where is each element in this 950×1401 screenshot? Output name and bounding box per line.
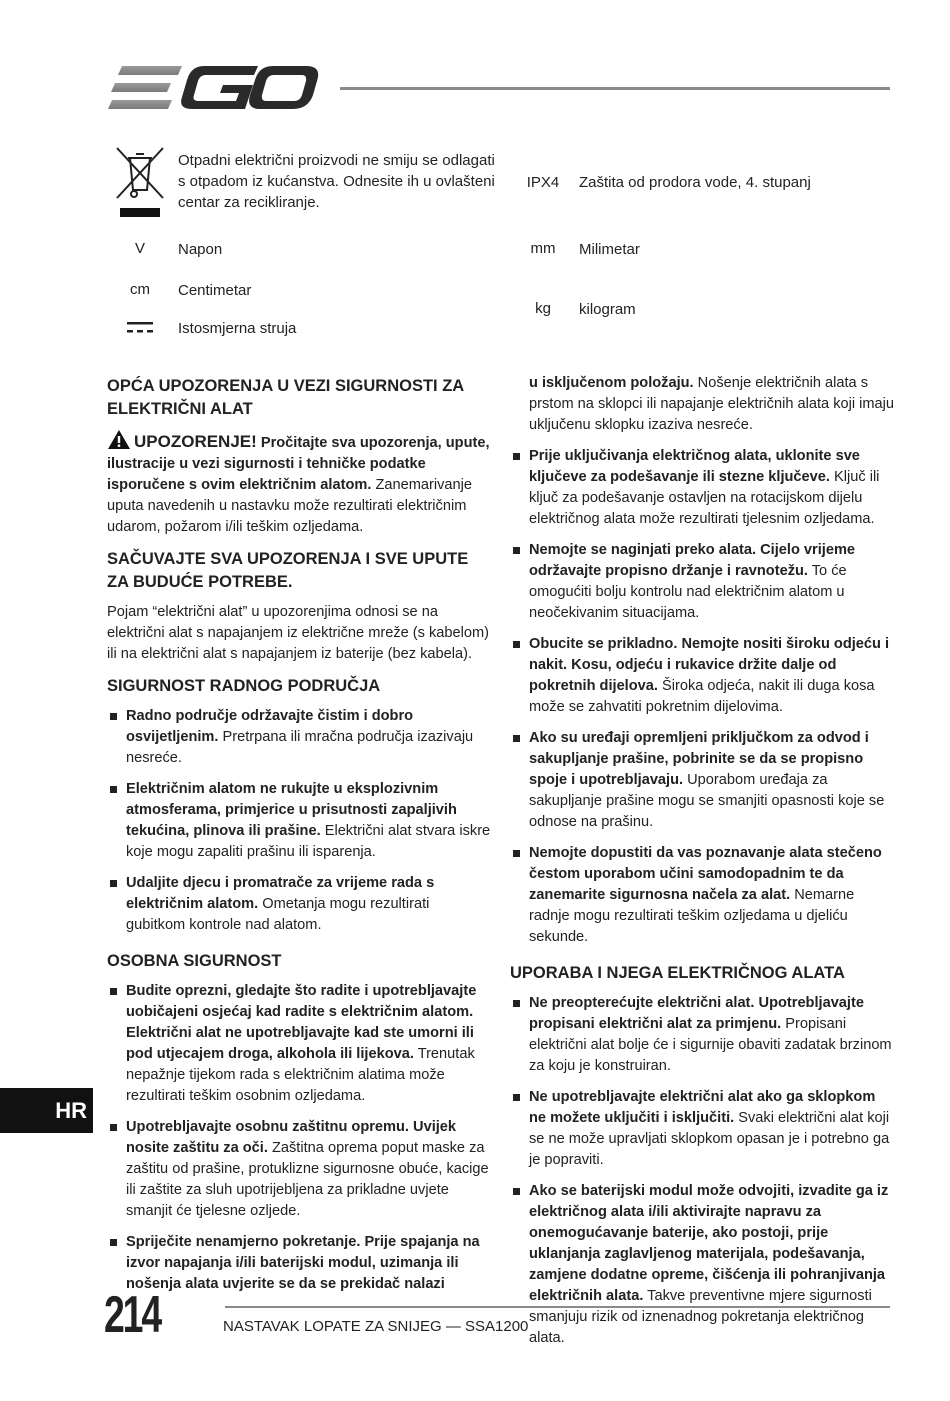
symbol-kg: kg — [535, 300, 551, 317]
symbol-dc-text: Istosmjerna struja — [178, 320, 297, 337]
heading-tool-use-care: UPORABA I NJEGA ELEKTRIČNOG ALATA — [510, 964, 845, 982]
continued-item — [510, 373, 895, 436]
item-bold: Ne upotrebljavajte električni alat ako ga sklopkom ne možete uključiti i isključiti. — [529, 1089, 876, 1126]
item-bold: Udaljite djecu i promatrače za vrijeme rada s električnim alatom. — [126, 875, 435, 912]
item-text: Propisani električni alat bolje će i sigurnije obaviti zadatak brzinom za koju je konstruiran. — [529, 1016, 892, 1074]
warning-bold-text: Pročitajte sva upozorenja, upute, ilustracije u vezi sigurnosti i tehničke podatke isporučene s ovim električnim alatom. — [107, 435, 490, 493]
right-column — [510, 373, 895, 1359]
item-text: Svaki električni alat koji se ne može upravljati sklopkom opasan je i potrebno ga je popraviti. — [529, 1110, 890, 1168]
heading-save-instructions: SAČUVAJTE SVA UPOZORENJA I SVE UPUTE ZA BUDUĆE POTREBE. — [107, 550, 469, 591]
personal-safety-list — [107, 981, 492, 1295]
item-bold: Ako su uređaji opremljeni priključkom za odvod i sakupljanje prašine, pobrinite se da se propisno spoje i upotrebljavaju. — [529, 730, 869, 788]
symbol-cm: cm — [130, 281, 150, 298]
item-text: Nošenje električnih alata s prstom na sklopci ili napajanje električnih alata koji imaju uključenu sklopku izaziva nesreće. — [529, 375, 895, 433]
item-text: To će omogućiti bolju kontrolu nad električnim alatom u neočekivanim situacijama. — [529, 563, 847, 621]
item-text: Široka odjeća, nakit ili duga kosa može se zahvatiti pokretnim dijelovima. — [529, 678, 875, 715]
left-column — [107, 375, 492, 1305]
list-item — [107, 779, 492, 863]
symbol-v-text: Napon — [178, 241, 223, 258]
personal-safety-list-continued — [510, 446, 895, 948]
list-item — [510, 993, 895, 1077]
item-text: Trenutak nepažnje tijekom rada s električnim alatima može rezultirati teškim osobnim ozljedama. — [126, 1046, 475, 1104]
symbol-ipx4-text: Zaštita od prodora vode, 4. stupanj — [579, 174, 811, 191]
footer-rule — [225, 1306, 890, 1308]
symbol-mm: mm — [530, 240, 556, 257]
list-item — [510, 540, 895, 624]
symbol-ipx4: IPX4 — [526, 174, 560, 191]
item-bold: Električnim alatom ne rukujte u eksplozivnim atmosferama, primjerice u prisutnosti zapaljivih tekućina, plinova ili prašine. — [126, 781, 457, 839]
item-bold: u isključenom položaju. — [529, 375, 694, 391]
list-item — [107, 981, 492, 1107]
heading-personal-safety: OSOBNA SIGURNOST — [107, 952, 282, 970]
item-bold: Ne preopterećujte električni alat. Upotrebljavajte propisani električni alat za primjenu. — [529, 995, 864, 1032]
ego-logo — [108, 64, 320, 112]
symbol-mm-text: Milimetar — [579, 241, 640, 258]
list-item — [107, 706, 492, 769]
item-bold: Nemojte se naginjati preko alata. Cijelo vrijeme održavajte propisno držanje i ravnotežu. — [529, 542, 856, 579]
weee-bin-icon — [114, 144, 166, 220]
item-text: Zaštitna oprema poput maske za zaštitu od prašine, protuklizne sigurnosne obuće, kacige ili zaštite za sluh upotrijebljena za prikladne uvjete smanjit će tjelesne ozljede. — [126, 1140, 489, 1219]
item-text: Nemarne radnje mogu rezultirati teškim ozljedama u djeliću sekunde. — [529, 887, 855, 945]
warning-paragraph — [107, 429, 492, 538]
item-bold: Upotrebljavajte osobnu zaštitnu opremu. Uvijek nosite zaštitu za oči. — [126, 1119, 457, 1156]
item-text: Pretrpana ili mračna područja izazivaju nesreće. — [126, 729, 474, 766]
symbol-cm-text: Centimetar — [178, 282, 252, 299]
item-bold: Obucite se prikladno. Nemojte nositi široku odjeću i nakit. Kosu, odjeću i rukavice držite dalje od pokretnih dijelova. — [529, 636, 890, 694]
list-item — [510, 843, 895, 948]
item-bold: Ako se baterijski modul može odvojiti, izvadite ga iz električnog alata i/ili aktivirajte napravu za onemogućavanje baterije, ako postoji, prije uklanjanja zaglavljenog materijala, podešavanja, zamjene dodatne opreme, čišćenja ili pohranjivanja električnih alata. — [529, 1183, 889, 1304]
warning-label: UPOZORENJE! — [134, 432, 257, 451]
list-item — [510, 446, 895, 530]
heading-general-warnings: OPĆA UPOZORENJA U VEZI SIGURNOSTI ZA ELEKTRIČNI ALAT — [107, 377, 464, 418]
item-text: Ključ ili ključ za podešavanje ostavljen na rotacijskom dijelu električnog alata može rezultirati tjelesnim ozljedama. — [529, 469, 880, 527]
item-text: Uporabom uređaja za sakupljanje prašine mogu se smanjiti opasnosti koje se odnose na prašinu. — [529, 772, 885, 830]
list-item — [510, 1087, 895, 1171]
item-text: Ometanja mogu rezultirati gubitkom kontrole nad alatom. — [126, 896, 430, 933]
direct-current-icon — [127, 321, 153, 335]
list-item — [107, 1232, 492, 1295]
item-text: Električni alat stvara iskre koje mogu zapaliti prašinu ili isparenja. — [126, 823, 491, 860]
item-bold: Radno područje održavajte čistim i dobro osvijetljenim. — [126, 708, 414, 745]
header-rule — [340, 87, 890, 90]
page-number: 214 — [104, 1286, 160, 1344]
footer-title: NASTAVAK LOPATE ZA SNIJEG — SSA1200 — [223, 1318, 529, 1335]
work-area-list — [107, 706, 492, 936]
warning-triangle-icon — [107, 429, 131, 450]
warning-text: Zanemarivanje uputa navedenih u nastavku može rezultirati električnim udarom, požarom i/ili teškim ozljedama. — [107, 477, 472, 535]
list-item — [510, 634, 895, 718]
list-item — [107, 873, 492, 936]
term-definition: Pojam “električni alat” u upozorenjima odnosi se na električni alat s napajanjem iz električne mreže (s kabelom) ili na električni alat s napajanjem iz baterije (bez kabela). — [107, 604, 490, 662]
weee-text: Otpadni električni proizvodi ne smiju se odlagati s otpadom iz kućanstva. Odnesite ih u ovlašteni centar za recikliranje. — [178, 152, 495, 211]
item-bold: Nemojte dopustiti da vas poznavanje alata stečeno čestom uporabom učini samodopadnim te da zanemarite sigurnosna načela za alat. — [529, 845, 882, 903]
list-item — [510, 1181, 895, 1349]
item-bold: Spriječite nenamjerno pokretanje. Prije spajanja na izvor napajanja i/ili baterijski modul, uzimanja ili nošenja alata uvjerite se da se prekidač nalazi — [126, 1234, 480, 1292]
tool-use-list — [510, 993, 895, 1349]
list-item — [107, 1117, 492, 1222]
item-text: Takve preventivne mjere sigurnosti smanjuju rizik od iznenadnog pokretanja električnog alata. — [529, 1288, 872, 1346]
list-item — [510, 728, 895, 833]
heading-work-area-safety: SIGURNOST RADNOG PODRUČJA — [107, 677, 381, 695]
item-bold: Prije uključivanja električnog alata, uklonite sve ključeve za podešavanje ili stezne ključeve. — [529, 448, 860, 485]
symbol-v: V — [134, 240, 145, 257]
language-tab: HR — [0, 1088, 93, 1133]
symbol-kg-text: kilogram — [579, 301, 636, 318]
item-bold: Budite oprezni, gledajte što radite i upotrebljavajte uobičajeni osjećaj kad radite s električnim alatom. Električni alat ne upotrebljavajte kad ste umorni ili pod utjecajem droga, alkohola ili lijekova. — [126, 983, 477, 1062]
